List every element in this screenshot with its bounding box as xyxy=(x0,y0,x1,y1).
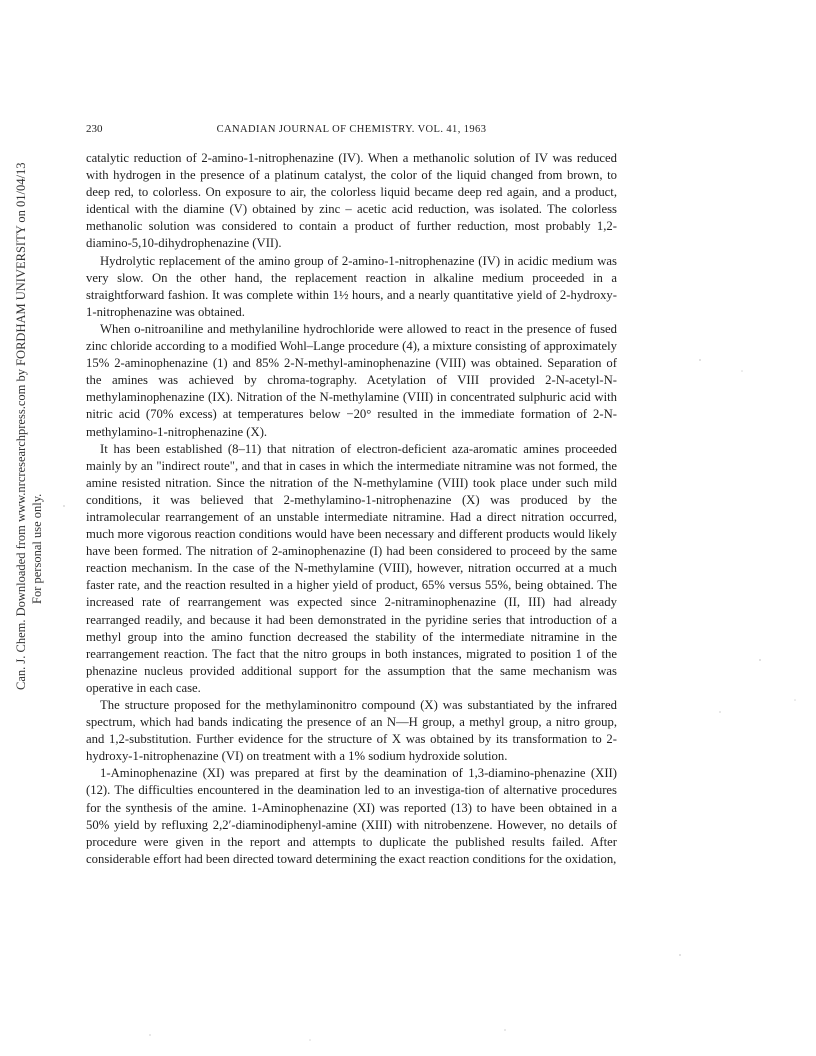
watermark-line-source: Can. J. Chem. Downloaded from www.nrcresearchpress.com by FORDHAM UNIVERSITY on 01/04/13 xyxy=(14,162,28,690)
paragraph-continued: catalytic reduction of 2-amino-1-nitrophenazine (IV). When a methanolic solution of IV was reduced with hydrogen in the presence of a platinum catalyst, the color of the liquid changed from brown, to deep red, to colorless. On exposure to air, the colorless liquid became deep red again, and a product, identical with the diamine (V) obtained by zinc – acetic acid reduction, was isolated. The colorless methanolic solution was considered to contain a product of further reduction, most probably 1,2-diamino-5,10-dihydrophenazine (VII). xyxy=(86,151,617,251)
paragraph-aminophenazine: 1-Aminophenazine (XI) was prepared at first by the deamination of 1,3-diamino-phenazine (XII) (12). The difficulties encountered in the deamination led to an investiga-tion of alternative procedures for the synthesis of the amine. 1-Aminophenazine (XI) was reported (13) to have been obtained in a 50% yield by refluxing 2,2′-diaminodiphenyl-amine (XIII) with nitrobenzene. However, no details of procedure were given in the report and attempts to duplicate the published results failed. After considerable effort had been directed toward determining the exact reaction conditions for the oxidation, xyxy=(86,766,617,866)
page-number: 230 xyxy=(86,123,103,135)
paragraph-structure-proof: The structure proposed for the methylaminonitro compound (X) was substantiated by the infrared spectrum, which had bands indicating the presence of an N—H group, a methyl group, a nitro group, and 1,2-substitution. Further evidence for the structure of X was obtained by its transformation to 2-hydroxy-1-nitrophenazine (VI) on treatment with a 1% sodium hydroxide solution. xyxy=(86,698,617,764)
running-head: CANADIAN JOURNAL OF CHEMISTRY. VOL. 41, 1963 xyxy=(216,124,487,135)
paragraph-nitration-mechanism: It has been established (8–11) that nitration of electron-deficient aza-aromatic amines proceeded mainly by an "indirect route", and that in cases in which the intermediate nitramine was not formed, the amine resisted nitration. Since the nitration of the N-methylamine (VIII) took place under such mild conditions, it was believed that 2-methylamino-1-nitrophenazine (X) was produced by the intramolecular rearrangement of an unstable intermediate nitramine. Had a direct nitration occurred, much more vigorous reaction conditions would have been necessary and different products would likely have been formed. The nitration of 2-aminophenazine (I) had been considered to proceed by the same reaction mechanism. In the case of the N-methylamine (VIII), however, nitration occurred at a much faster rate, and the reaction resulted in a higher yield of product, 65% versus 55%, being obtained. The increased rate of rearrangement was expected since 2-nitraminophenazine (II, III) had already rearranged readily, and because it had been demonstrated in the pyridine series that introduction of a methyl group into the amino function decreased the stability of the intermediate nitramine in the rearrangement reaction. The fact that the nitro groups in both instances, migrated to position 1 of the phenazine nucleus provided additional support for the assumption that the same mechanism was operative in each case. xyxy=(86,441,617,695)
watermark-line-usage: For personal use only. xyxy=(30,493,44,604)
article-body xyxy=(86,150,617,868)
paragraph-hydrolytic-replacement: Hydrolytic replacement of the amino group of 2-amino-1-nitrophenazine (IV) in acidic medium was very slow. On the other hand, the replacement reaction in alkaline medium proceeded in a straightforward fashion. It was complete within 1½ hours, and a nearly quantitative yield of 2-hydroxy-1-nitrophenazine was obtained. xyxy=(86,253,617,319)
paragraph-wohl-lange: When o-nitroaniline and methylaniline hydrochloride were allowed to react in the presence of fused zinc chloride according to a modified Wohl–Lange procedure (4), a mixture consisting of approximately 15% 2-aminophenazine (1) and 85% 2-N-methyl-aminophenazine (VIII) was obtained. Separation of the amines was achieved by chroma-tography. Acetylation of VIII provided 2-N-acetyl-N-methylaminophenazine (IX). Nitration of the N-methylamine (VIII) in concentrated sulphuric acid with nitric acid (70% excess) at temperatures below −20° resulted in the immediate formation of 2-N-methylamino-1-nitrophenazine (X). xyxy=(86,321,617,439)
download-watermark xyxy=(0,0,50,1056)
